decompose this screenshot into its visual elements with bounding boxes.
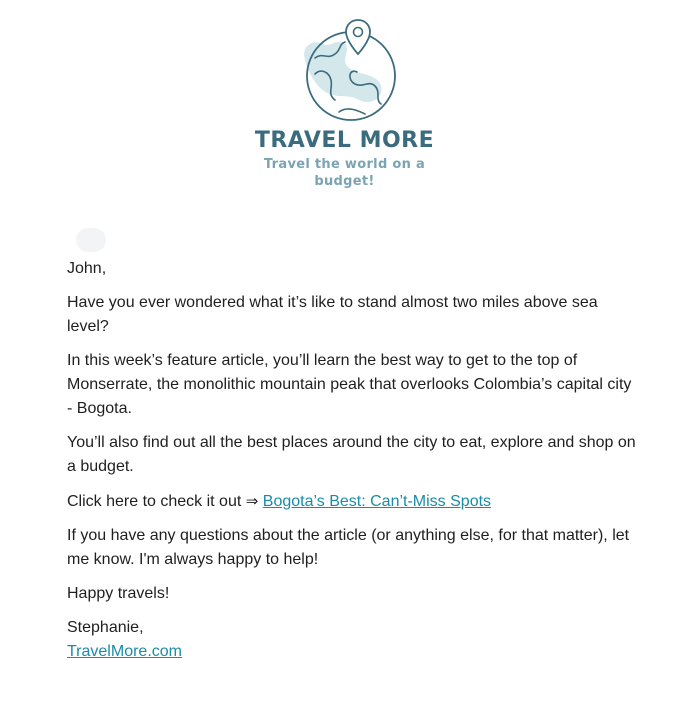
brand-name: TRAVEL MORE	[254, 128, 435, 153]
article-link[interactable]: Bogota’s Best: Can’t-Miss Spots	[262, 493, 492, 510]
logo	[0, 14, 689, 190]
globe-pin-icon	[285, 14, 405, 126]
cta-prefix: Click here to check it out	[67, 493, 242, 510]
signature-name: Stephanie,	[67, 619, 144, 636]
email-paragraph: Have you ever wondered what it’s like to stand almost two miles above sea level?	[67, 294, 598, 335]
brand-tagline: Travel the world on a budget!	[263, 157, 426, 189]
email-paragraph: If you have any questions about the article (or anything else, for that matter), let me know. I'm always happy to help!	[67, 527, 630, 568]
email-greeting: John,	[67, 260, 107, 277]
email-paragraph: You’ll also find out all the best places around the city to eat, explore and shop on a budget.	[67, 434, 636, 475]
signature	[67, 616, 637, 664]
website-link[interactable]: TravelMore.com	[67, 643, 182, 660]
double-arrow-icon: ⇒	[245, 492, 259, 510]
avatar-placeholder	[76, 228, 106, 252]
cta-line	[67, 489, 637, 514]
email-paragraph: In this week’s feature article, you’ll learn the best way to get to the top of Monserrate, the monolithic mountain peak that overlooks Colombia’s capital city - Bogota.	[67, 352, 632, 417]
email-closing: Happy travels!	[67, 585, 170, 602]
email-body	[67, 257, 637, 664]
